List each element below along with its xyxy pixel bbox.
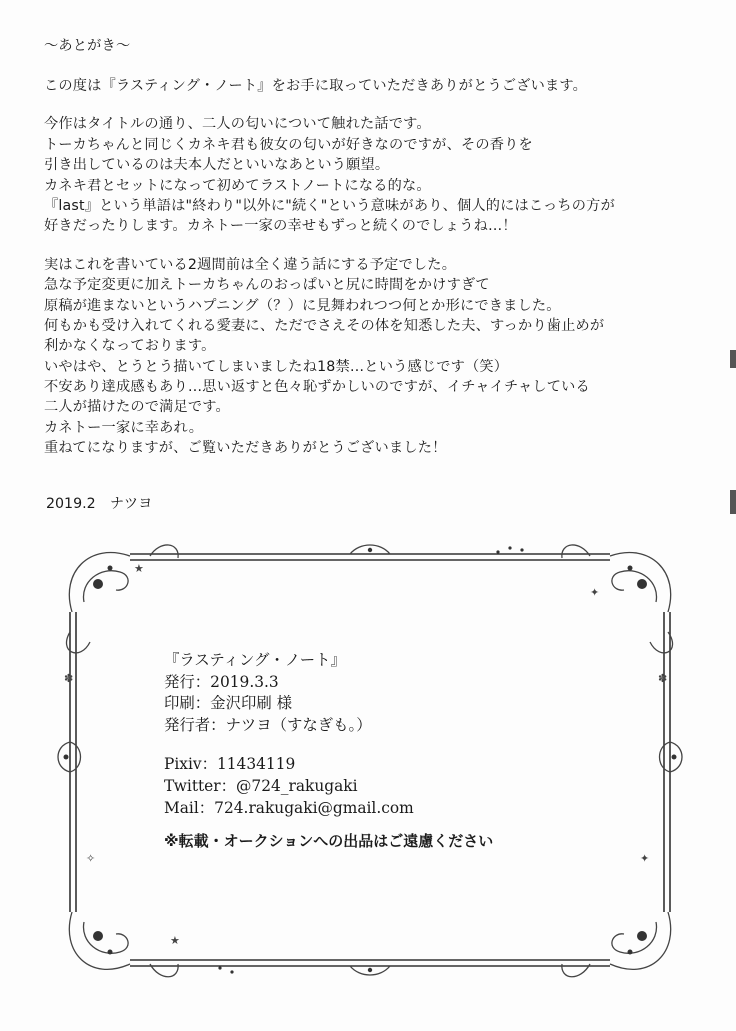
afterword-line: 実はこれを書いている2週間前は全く違う話にする予定でした。 xyxy=(44,256,457,273)
afterword xyxy=(44,36,704,459)
afterword-line: カネキ君とセットになって初めてラストノートになる的な。 xyxy=(44,177,431,194)
svg-text:✽: ✽ xyxy=(658,672,668,685)
afterword-heading: 〜あとがき〜 xyxy=(44,38,131,54)
spacer xyxy=(44,58,704,76)
afterword-line: 今作はタイトルの通り、二人の匂いについて触れた話です。 xyxy=(44,116,431,133)
afterword-line: 不安あり達成感もあり…思い返すと色々恥ずかしいのですが、イチャイチャしている xyxy=(44,379,590,396)
scan-edge-mark xyxy=(730,490,736,514)
book-title: 『ラスティング・ノート』 xyxy=(164,651,346,669)
afterword-line: 引き出しているのは夫本人だといいなあという願望。 xyxy=(44,157,390,174)
afterword-line: 何もかも受け入れてくれる愛妻に、ただでさえその体を知悉した夫、すっかり歯止めが xyxy=(44,317,605,334)
publisher: 発行者：ナツヨ（すなぎも。） xyxy=(164,715,372,734)
twitter-handle: Twitter：@724_rakugaki xyxy=(164,776,358,795)
afterword-intro: この度は『ラスティング・ノート』をお手に取っていただきありがとうございます。 xyxy=(44,78,588,94)
afterword-line: カネトー一家に幸あれ。 xyxy=(44,419,204,436)
svg-text:✦: ✦ xyxy=(590,586,600,599)
spacer xyxy=(44,96,704,114)
afterword-line: いやはや、とうとう描いてしまいましたね18禁…という感じです（笑） xyxy=(44,358,509,375)
mail-address: Mail：724.rakugaki@gmail.com xyxy=(164,798,414,817)
afterword-line: 急な予定変更に加えトーカちゃんのおっぱいと尻に時間をかけすぎて xyxy=(44,277,490,294)
svg-text:✦: ✦ xyxy=(640,852,650,865)
afterword-line: 『last』という単語は"終わり"以外に"続く"という意味があり、個人的にはこっちの方が xyxy=(44,197,615,214)
afterword-line: 二人が描けたので満足です。 xyxy=(44,399,230,416)
colophon xyxy=(164,650,493,853)
svg-text:★: ★ xyxy=(170,934,180,947)
signature-date-author: 2019.2 ナツヨ xyxy=(46,496,153,512)
afterword-line: 重ねてになりますが、ご覧いただきありがとうございました！ xyxy=(44,440,447,457)
svg-text:✽: ✽ xyxy=(64,672,74,685)
svg-text:✧: ✧ xyxy=(86,852,96,865)
publish-date: 発行：2019.3.3 xyxy=(164,672,279,691)
spacer xyxy=(44,237,704,255)
afterword-line: 原稿が進まないというハプニング（？）に見舞われつつ何とか形にできました。 xyxy=(44,297,561,314)
svg-text:★: ★ xyxy=(134,562,144,575)
scan-edge-mark xyxy=(730,350,736,368)
afterword-line: 好きだったりします。カネトー一家の幸せもずっと続くのでしょうね…！ xyxy=(44,218,517,235)
printer: 印刷：金沢印刷 様 xyxy=(164,694,293,713)
afterword-line: 利かなくなっております。 xyxy=(44,338,216,355)
no-reprint-notice: ※転載・オークションへの出品はご遠慮ください xyxy=(164,832,494,851)
spacer xyxy=(164,736,493,754)
pixiv-id: Pixiv：11434119 xyxy=(164,755,296,774)
afterword-line: トーカちゃんと同じくカネキ君も彼女の匂いが好きなのですが、その香りを xyxy=(44,136,533,153)
